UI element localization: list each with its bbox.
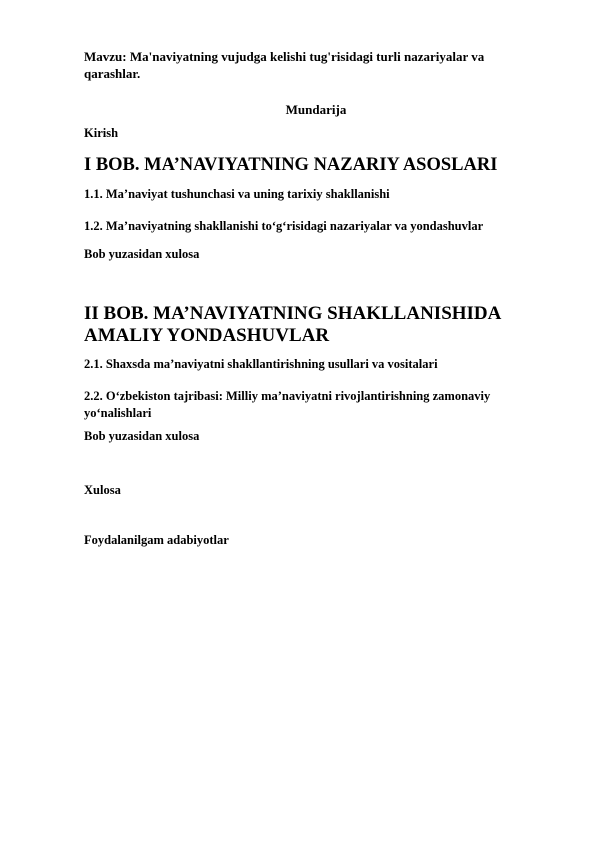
toc-chapter-2-title: II BOB. MA’NAVIYATNING SHAKLLANISHIDA AMALIY YONDASHUVLAR xyxy=(84,303,501,346)
toc-intro: Kirish xyxy=(84,126,119,140)
topic-title: Mavzu: Ma'naviyatning vujudga kelishi tug'risidagi turli nazariyalar va qarashlar. xyxy=(84,49,485,81)
toc-chapter-1-conclusion: Bob yuzasidan xulosa xyxy=(84,247,200,261)
toc-final-conclusion: Xulosa xyxy=(84,483,121,497)
toc-section-1-1: 1.1. Ma’naviyat tushunchasi va uning tarixiy shakllanishi xyxy=(84,187,390,201)
contents-heading: Mundarija xyxy=(285,102,347,117)
toc-section-2-1: 2.1. Shaxsda ma’naviyatni shakllantirishning usullari va vositalari xyxy=(84,357,438,371)
toc-section-1-2: 1.2. Ma’naviyatning shakllanishi to‘g‘risidagi nazariyalar va yondashuvlar xyxy=(84,219,484,233)
toc-section-2-2: 2.2. O‘zbekiston tajribasi: Milliy ma’naviyatni rivojlantirishning zamonaviy yo‘nalishlari xyxy=(84,389,491,420)
toc-chapter-1-title: I BOB. MA’NAVIYATNING NAZARIY ASOSLARI xyxy=(84,155,498,175)
toc-references: Foydalanilgam adabiyotlar xyxy=(84,533,229,547)
toc-chapter-2-conclusion: Bob yuzasidan xulosa xyxy=(84,429,200,443)
